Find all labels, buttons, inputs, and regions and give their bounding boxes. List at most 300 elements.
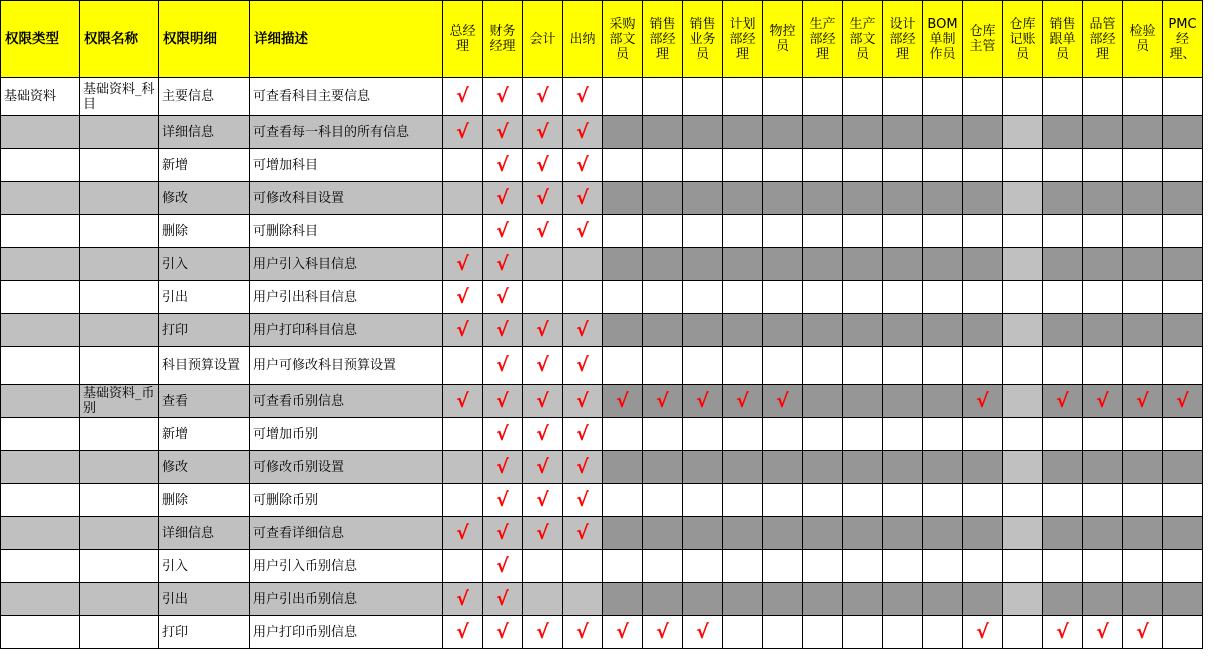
check-mark-icon: √ — [576, 219, 589, 242]
column-header: 会计 — [523, 1, 563, 78]
table-row — [1, 550, 1203, 583]
permission-cell — [803, 550, 843, 583]
permission-cell — [603, 314, 643, 347]
permission-cell — [923, 116, 963, 149]
table-row — [1, 116, 1203, 149]
column-header: 权限名称 — [80, 1, 159, 78]
permission-cell — [883, 451, 923, 484]
check-mark-icon: √ — [576, 389, 589, 412]
permission-cell — [923, 418, 963, 451]
check-mark-icon: √ — [496, 587, 509, 610]
permission-cell — [723, 281, 763, 314]
permission-cell — [1123, 248, 1163, 281]
permission-cell — [723, 215, 763, 248]
permission-cell — [843, 484, 883, 517]
permission-cell — [963, 517, 1003, 550]
permission-cell — [1083, 182, 1123, 215]
permission-cell — [643, 314, 683, 347]
cell-detail: 引入 — [159, 248, 250, 281]
permission-cell — [803, 116, 843, 149]
permission-cell — [1003, 517, 1043, 550]
permission-cell — [1003, 418, 1043, 451]
permission-cell — [803, 215, 843, 248]
permission-cell — [1083, 248, 1123, 281]
permission-cell — [1003, 215, 1043, 248]
permission-cell — [1123, 116, 1163, 149]
permission-cell — [603, 182, 643, 215]
cell-detail: 科目预算设置 — [159, 347, 250, 385]
cell-desc: 可修改币别设置 — [250, 451, 443, 484]
permission-cell — [883, 116, 923, 149]
cell-name — [80, 583, 159, 616]
check-mark-icon: √ — [536, 85, 549, 107]
table-header — [1, 1, 1203, 78]
permission-cell — [563, 484, 603, 517]
permission-cell — [923, 484, 963, 517]
permission-cell — [723, 116, 763, 149]
table-row — [1, 248, 1203, 281]
permission-cell — [1123, 182, 1163, 215]
permission-cell — [883, 347, 923, 385]
permission-cell — [803, 451, 843, 484]
cell-desc: 可查看科目主要信息 — [250, 78, 443, 116]
permission-cell — [563, 347, 603, 385]
cell-desc: 可查看币别信息 — [250, 385, 443, 418]
permission-cell — [803, 281, 843, 314]
permission-cell — [643, 385, 683, 418]
permission-cell — [843, 116, 883, 149]
permission-cell — [1163, 550, 1203, 583]
cell-type — [1, 182, 80, 215]
permission-cell — [763, 517, 803, 550]
permission-cell — [683, 385, 723, 418]
permission-cell — [443, 116, 483, 149]
permission-cell — [683, 451, 723, 484]
permission-cell — [523, 550, 563, 583]
permission-cell — [763, 116, 803, 149]
permission-cell — [563, 314, 603, 347]
cell-name — [80, 484, 159, 517]
permission-cell — [883, 182, 923, 215]
table-row — [1, 347, 1203, 385]
cell-desc: 用户引入科目信息 — [250, 248, 443, 281]
permission-cell — [523, 451, 563, 484]
permission-cell — [1003, 484, 1043, 517]
check-mark-icon: √ — [656, 389, 669, 412]
permission-cell — [843, 347, 883, 385]
cell-detail: 引出 — [159, 583, 250, 616]
permission-cell — [563, 248, 603, 281]
check-mark-icon: √ — [536, 389, 549, 412]
permission-cell — [723, 248, 763, 281]
permission-cell — [563, 215, 603, 248]
permission-cell — [763, 418, 803, 451]
table-row — [1, 583, 1203, 616]
table-row — [1, 182, 1203, 215]
cell-type — [1, 517, 80, 550]
column-header: 品管部经理 — [1083, 1, 1123, 78]
permission-cell — [443, 517, 483, 550]
check-mark-icon: √ — [496, 554, 509, 577]
permission-cell — [443, 550, 483, 583]
permission-cell — [1123, 281, 1163, 314]
permission-cell — [683, 484, 723, 517]
permission-cell — [923, 248, 963, 281]
permission-cell — [563, 517, 603, 550]
permission-cell — [603, 517, 643, 550]
permission-cell — [923, 583, 963, 616]
permission-cell — [523, 583, 563, 616]
permission-cell — [443, 281, 483, 314]
cell-name — [80, 418, 159, 451]
permission-cell — [803, 149, 843, 182]
permission-cell — [603, 281, 643, 314]
cell-desc: 可修改科目设置 — [250, 182, 443, 215]
permission-cell — [483, 149, 523, 182]
check-mark-icon: √ — [1176, 389, 1189, 412]
cell-detail: 删除 — [159, 484, 250, 517]
check-mark-icon: √ — [536, 488, 549, 511]
cell-detail: 修改 — [159, 182, 250, 215]
cell-desc: 用户引出币别信息 — [250, 583, 443, 616]
permission-cell — [883, 484, 923, 517]
cell-detail: 打印 — [159, 616, 250, 649]
cell-name — [80, 347, 159, 385]
permission-cell — [843, 385, 883, 418]
permission-cell — [763, 616, 803, 649]
permission-cell — [683, 248, 723, 281]
permission-cell — [483, 182, 523, 215]
cell-name — [80, 314, 159, 347]
column-header: 仓库主管 — [963, 1, 1003, 78]
check-mark-icon: √ — [456, 318, 469, 341]
permission-cell — [843, 550, 883, 583]
permission-cell — [1123, 484, 1163, 517]
cell-name: 基础资料_科目 — [80, 78, 159, 116]
permission-cell — [1003, 78, 1043, 116]
permission-cell — [923, 347, 963, 385]
permission-cell — [1003, 248, 1043, 281]
cell-name: 基础资料_币别 — [80, 385, 159, 418]
permission-cell — [523, 314, 563, 347]
permission-cell — [1043, 78, 1083, 116]
cell-detail: 修改 — [159, 451, 250, 484]
permission-cell — [1043, 182, 1083, 215]
permission-cell — [643, 215, 683, 248]
permission-cell — [483, 314, 523, 347]
permission-cell — [843, 583, 883, 616]
permission-cell — [523, 149, 563, 182]
check-mark-icon: √ — [1096, 389, 1109, 412]
check-mark-icon: √ — [1056, 389, 1069, 412]
permission-cell — [523, 616, 563, 649]
cell-desc: 用户引出科目信息 — [250, 281, 443, 314]
permission-cell — [1083, 418, 1123, 451]
table-row — [1, 215, 1203, 248]
permission-cell — [1043, 517, 1083, 550]
permission-cell — [523, 182, 563, 215]
permission-cell — [603, 418, 643, 451]
permission-cell — [723, 182, 763, 215]
permission-cell — [723, 616, 763, 649]
permission-cell — [603, 550, 643, 583]
permission-cell — [523, 116, 563, 149]
permission-cell — [723, 583, 763, 616]
check-mark-icon: √ — [496, 422, 509, 445]
permission-cell — [1163, 281, 1203, 314]
permission-cell — [843, 616, 883, 649]
permission-cell — [443, 182, 483, 215]
permission-cell — [883, 550, 923, 583]
check-mark-icon: √ — [576, 186, 589, 209]
permission-cell — [1083, 616, 1123, 649]
check-mark-icon: √ — [576, 620, 589, 643]
permission-cell — [443, 78, 483, 116]
cell-desc: 用户可修改科目预算设置 — [250, 347, 443, 385]
permission-cell — [643, 616, 683, 649]
check-mark-icon: √ — [1136, 620, 1149, 643]
permission-cell — [963, 583, 1003, 616]
cell-name — [80, 248, 159, 281]
permission-cell — [1123, 583, 1163, 616]
permission-cell — [923, 385, 963, 418]
permission-cell — [443, 583, 483, 616]
permission-cell — [563, 418, 603, 451]
permission-cell — [643, 78, 683, 116]
permission-cell — [443, 149, 483, 182]
table-row — [1, 517, 1203, 550]
permission-cell — [483, 517, 523, 550]
cell-desc: 可查看详细信息 — [250, 517, 443, 550]
permission-cell — [523, 78, 563, 116]
permission-cell — [803, 418, 843, 451]
permission-cell — [923, 517, 963, 550]
permission-cell — [843, 314, 883, 347]
column-header: 物控员 — [763, 1, 803, 78]
check-mark-icon: √ — [496, 318, 509, 341]
permission-cell — [723, 149, 763, 182]
check-mark-icon: √ — [496, 219, 509, 242]
permission-cell — [723, 314, 763, 347]
permission-cell — [643, 281, 683, 314]
permission-cell — [923, 616, 963, 649]
permission-cell — [843, 248, 883, 281]
permission-cell — [1003, 116, 1043, 149]
permission-cell — [723, 347, 763, 385]
permission-cell — [963, 418, 1003, 451]
permission-cell — [923, 281, 963, 314]
permission-cell — [483, 347, 523, 385]
check-mark-icon: √ — [576, 85, 589, 107]
check-mark-icon: √ — [736, 389, 749, 412]
permission-cell — [443, 314, 483, 347]
permission-cell — [523, 347, 563, 385]
permission-cell — [1083, 314, 1123, 347]
column-header: 仓库记账员 — [1003, 1, 1043, 78]
permission-cell — [683, 418, 723, 451]
permission-cell — [1083, 550, 1123, 583]
permission-cell — [1123, 385, 1163, 418]
column-header: 销售部经理 — [643, 1, 683, 78]
permission-cell — [643, 484, 683, 517]
permission-cell — [723, 550, 763, 583]
cell-desc: 用户引入币别信息 — [250, 550, 443, 583]
permission-cell — [483, 484, 523, 517]
permission-cell — [603, 215, 643, 248]
permission-cell — [1043, 616, 1083, 649]
permission-cell — [843, 149, 883, 182]
check-mark-icon: √ — [456, 521, 469, 544]
permission-cell — [443, 616, 483, 649]
check-mark-icon: √ — [496, 186, 509, 209]
cell-detail: 新增 — [159, 418, 250, 451]
permission-cell — [963, 78, 1003, 116]
permission-cell — [1043, 451, 1083, 484]
permission-cell — [523, 385, 563, 418]
header-row — [1, 1, 1203, 78]
permission-cell — [1003, 182, 1043, 215]
permission-cell — [1043, 550, 1083, 583]
permission-cell — [963, 484, 1003, 517]
permission-cell — [683, 281, 723, 314]
permission-cell — [883, 78, 923, 116]
permission-cell — [923, 149, 963, 182]
permission-cell — [763, 385, 803, 418]
permission-cell — [843, 215, 883, 248]
check-mark-icon: √ — [576, 521, 589, 544]
check-mark-icon: √ — [496, 389, 509, 412]
permission-cell — [683, 149, 723, 182]
permission-cell — [883, 385, 923, 418]
permission-cell — [683, 517, 723, 550]
cell-desc: 可增加币别 — [250, 418, 443, 451]
permission-cell — [963, 116, 1003, 149]
cell-desc: 可删除科目 — [250, 215, 443, 248]
permission-cell — [883, 517, 923, 550]
permission-cell — [1003, 616, 1043, 649]
permission-cell — [1163, 451, 1203, 484]
permission-cell — [883, 314, 923, 347]
permission-cell — [1163, 385, 1203, 418]
check-mark-icon: √ — [496, 354, 509, 376]
check-mark-icon: √ — [576, 488, 589, 511]
permission-cell — [1043, 385, 1083, 418]
permission-cell — [1043, 418, 1083, 451]
cell-detail: 主要信息 — [159, 78, 250, 116]
permission-cell — [483, 550, 523, 583]
permission-cell — [643, 149, 683, 182]
permission-cell — [843, 78, 883, 116]
permission-cell — [763, 182, 803, 215]
permission-cell — [763, 347, 803, 385]
permission-cell — [483, 583, 523, 616]
permission-cell — [803, 182, 843, 215]
permission-cell — [523, 418, 563, 451]
permission-cell — [763, 149, 803, 182]
permission-cell — [683, 583, 723, 616]
column-header: 权限明细 — [159, 1, 250, 78]
permission-cell — [563, 385, 603, 418]
permission-cell — [1043, 281, 1083, 314]
check-mark-icon: √ — [776, 389, 789, 412]
cell-name — [80, 550, 159, 583]
check-mark-icon: √ — [496, 620, 509, 643]
check-mark-icon: √ — [976, 620, 989, 643]
column-header: PMC经理、 — [1163, 1, 1203, 78]
cell-name — [80, 616, 159, 649]
permission-cell — [643, 583, 683, 616]
permission-cell — [723, 78, 763, 116]
cell-desc: 用户打印币别信息 — [250, 616, 443, 649]
permission-cell — [563, 583, 603, 616]
permission-cell — [1163, 314, 1203, 347]
permission-cell — [763, 78, 803, 116]
permission-cell — [483, 215, 523, 248]
permission-cell — [803, 248, 843, 281]
permission-cell — [1123, 517, 1163, 550]
check-mark-icon: √ — [536, 354, 549, 376]
permission-cell — [1043, 215, 1083, 248]
permission-cell — [1043, 583, 1083, 616]
permission-cell — [843, 182, 883, 215]
permission-cell — [923, 314, 963, 347]
permission-cell — [563, 182, 603, 215]
permission-cell — [763, 281, 803, 314]
permission-cell — [763, 484, 803, 517]
cell-type — [1, 215, 80, 248]
permission-cell — [1123, 418, 1163, 451]
permission-cell — [803, 616, 843, 649]
permission-cell — [763, 583, 803, 616]
permission-cell — [603, 116, 643, 149]
permission-cell — [523, 281, 563, 314]
table-row — [1, 281, 1203, 314]
column-header: 销售业务员 — [683, 1, 723, 78]
check-mark-icon: √ — [536, 620, 549, 643]
permission-cell — [643, 451, 683, 484]
check-mark-icon: √ — [496, 120, 509, 143]
permission-cell — [963, 281, 1003, 314]
permission-cell — [923, 451, 963, 484]
permission-cell — [1083, 281, 1123, 314]
cell-name — [80, 517, 159, 550]
permission-cell — [523, 248, 563, 281]
table-row — [1, 616, 1203, 649]
permission-cell — [803, 484, 843, 517]
check-mark-icon: √ — [456, 120, 469, 143]
permission-cell — [1083, 149, 1123, 182]
permission-cell — [923, 182, 963, 215]
permission-cell — [1163, 418, 1203, 451]
permission-cell — [643, 248, 683, 281]
cell-type — [1, 550, 80, 583]
permission-cell — [843, 418, 883, 451]
cell-name — [80, 281, 159, 314]
permission-cell — [1123, 451, 1163, 484]
permission-cell — [1003, 347, 1043, 385]
column-header: 详细描述 — [250, 1, 443, 78]
cell-desc: 可删除币别 — [250, 484, 443, 517]
permission-cell — [1163, 78, 1203, 116]
permission-cell — [1163, 347, 1203, 385]
permission-cell — [723, 418, 763, 451]
permission-cell — [603, 616, 643, 649]
column-header: 权限类型 — [1, 1, 80, 78]
permission-cell — [603, 248, 643, 281]
permission-cell — [1003, 149, 1043, 182]
permission-cell — [1123, 314, 1163, 347]
permission-cell — [843, 281, 883, 314]
